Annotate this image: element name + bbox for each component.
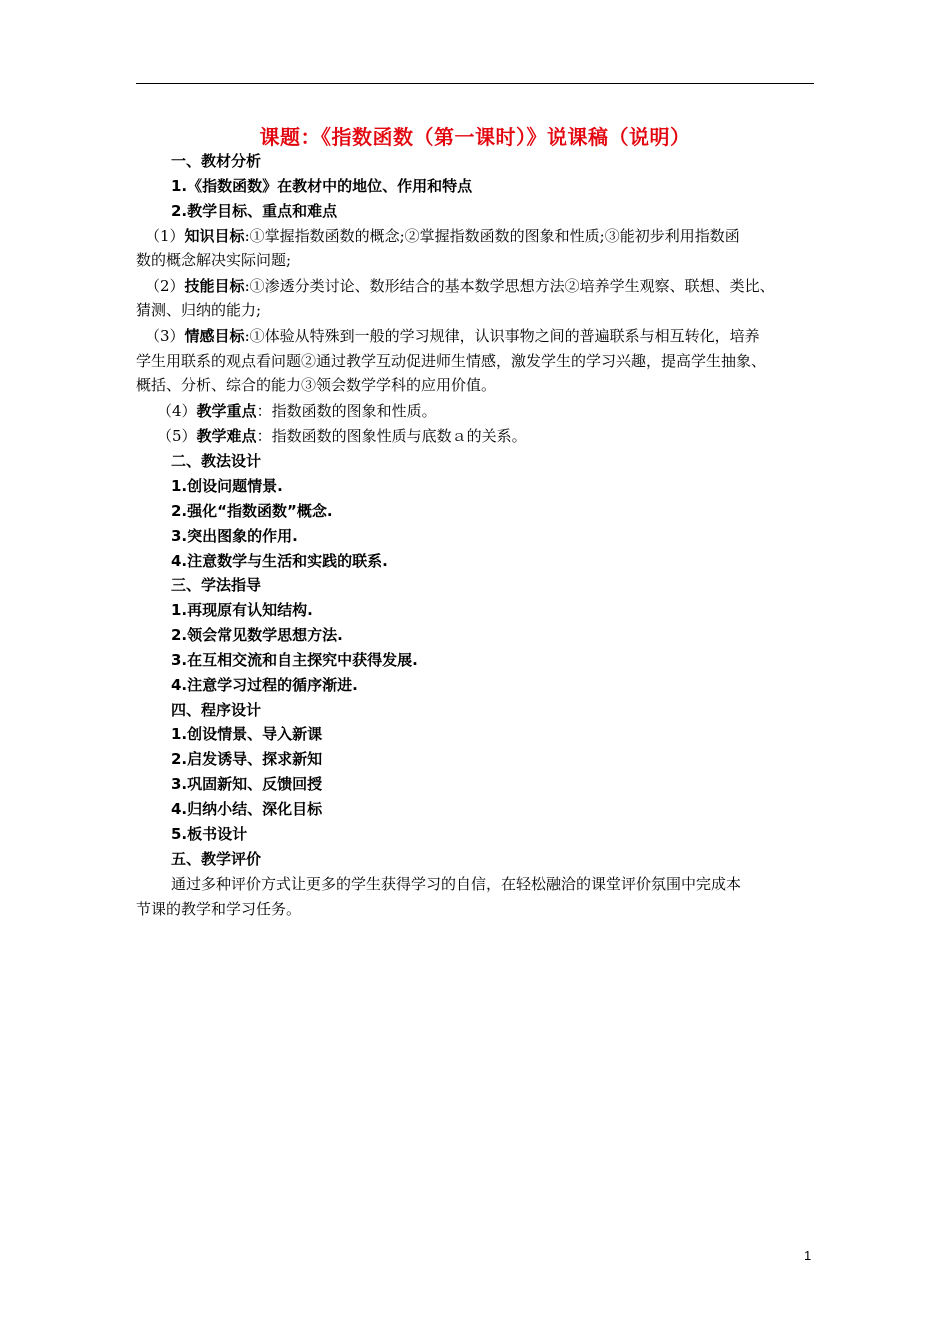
section-heading-4: 四、程序设计 <box>171 701 262 719</box>
list-item: 1.创设问题情景. <box>171 477 283 495</box>
paragraph-skill-goal <box>145 277 775 295</box>
section-heading-3: 三、学法指导 <box>171 576 262 594</box>
paragraph-number: （2） <box>145 277 185 295</box>
list-item: 4.注意学习过程的循序渐进. <box>171 676 358 694</box>
paragraph-number: （5） <box>157 427 197 445</box>
list-item: 4.注意数学与生活和实践的联系. <box>171 552 388 570</box>
section-heading-5: 五、教学评价 <box>171 850 262 868</box>
list-item: 3.在互相交流和自主探究中获得发展. <box>171 651 418 669</box>
list-item: 3.巩固新知、反馈回授 <box>171 775 323 793</box>
paragraph-label: 技能目标 <box>184 277 245 295</box>
paragraph-label: 教学重点 <box>196 402 257 420</box>
paragraph-text: 节课的教学和学习任务。 <box>136 900 302 918</box>
paragraph-text: 概括、分析、综合的能力③领会数学学科的应用价值。 <box>136 376 497 394</box>
paragraph-text: :①渗透分类讨论、数形结合的基本数学思想方法②培养学生观察、联想、类比、 <box>244 277 775 295</box>
list-item: 2.强化“指数函数”概念. <box>171 502 333 520</box>
header-rule <box>136 83 814 84</box>
section-heading-1: 一、教材分析 <box>171 152 262 170</box>
list-item: 5.板书设计 <box>171 825 248 843</box>
paragraph-knowledge-goal <box>145 227 740 245</box>
list-item: 3.突出图象的作用. <box>171 527 298 545</box>
paragraph-number: （4） <box>157 402 197 420</box>
paragraph-label: 教学难点 <box>196 427 257 445</box>
list-item: 2.教学目标、重点和难点 <box>171 202 338 220</box>
list-item: 1.《指数函数》在教材中的地位、作用和特点 <box>171 177 473 195</box>
paragraph-number: （1） <box>145 227 185 245</box>
paragraph-key-point <box>157 402 437 420</box>
paragraph-label: 情感目标 <box>184 327 245 345</box>
list-item: 2.领会常见数学思想方法. <box>171 626 343 644</box>
paragraph-emotion-goal <box>145 327 760 345</box>
paragraph-text: 猜测、归纳的能力; <box>136 301 262 319</box>
paragraph-text: ：指数函数的图象性质与底数ａ的关系。 <box>256 427 527 445</box>
list-item: 4.归纳小结、深化目标 <box>171 800 323 818</box>
list-item: 1.创设情景、导入新课 <box>171 725 323 743</box>
paragraph-text: 通过多种评价方式让更多的学生获得学习的自信，在轻松融洽的课堂评价氛围中完成本 <box>171 875 742 893</box>
paragraph-number: （3） <box>145 327 185 345</box>
list-item: 1.再现原有认知结构. <box>171 601 313 619</box>
paragraph-text: ：指数函数的图象和性质。 <box>256 402 437 420</box>
paragraph-text: 数的概念解决实际问题; <box>136 251 292 269</box>
paragraph-text: :①掌握指数函数的概念;②掌握指数函数的图象和性质;③能初步利用指数函 <box>244 227 740 245</box>
section-heading-2: 二、教法设计 <box>171 452 262 470</box>
paragraph-text: 学生用联系的观点看问题②通过教学互动促进师生情感，激发学生的学习兴趣，提高学生抽象、 <box>136 352 767 370</box>
paragraph-text: :①体验从特殊到一般的学习规律，认识事物之间的普遍联系与相互转化，培养 <box>244 327 760 345</box>
paragraph-difficult-point <box>157 427 527 445</box>
list-item: 2.启发诱导、探求新知 <box>171 750 323 768</box>
page-title: 课题：《指数函数（第一课时）》说课稿（说明） <box>259 125 691 149</box>
page-number: 1 <box>804 1248 812 1263</box>
paragraph-label: 知识目标 <box>184 227 245 245</box>
